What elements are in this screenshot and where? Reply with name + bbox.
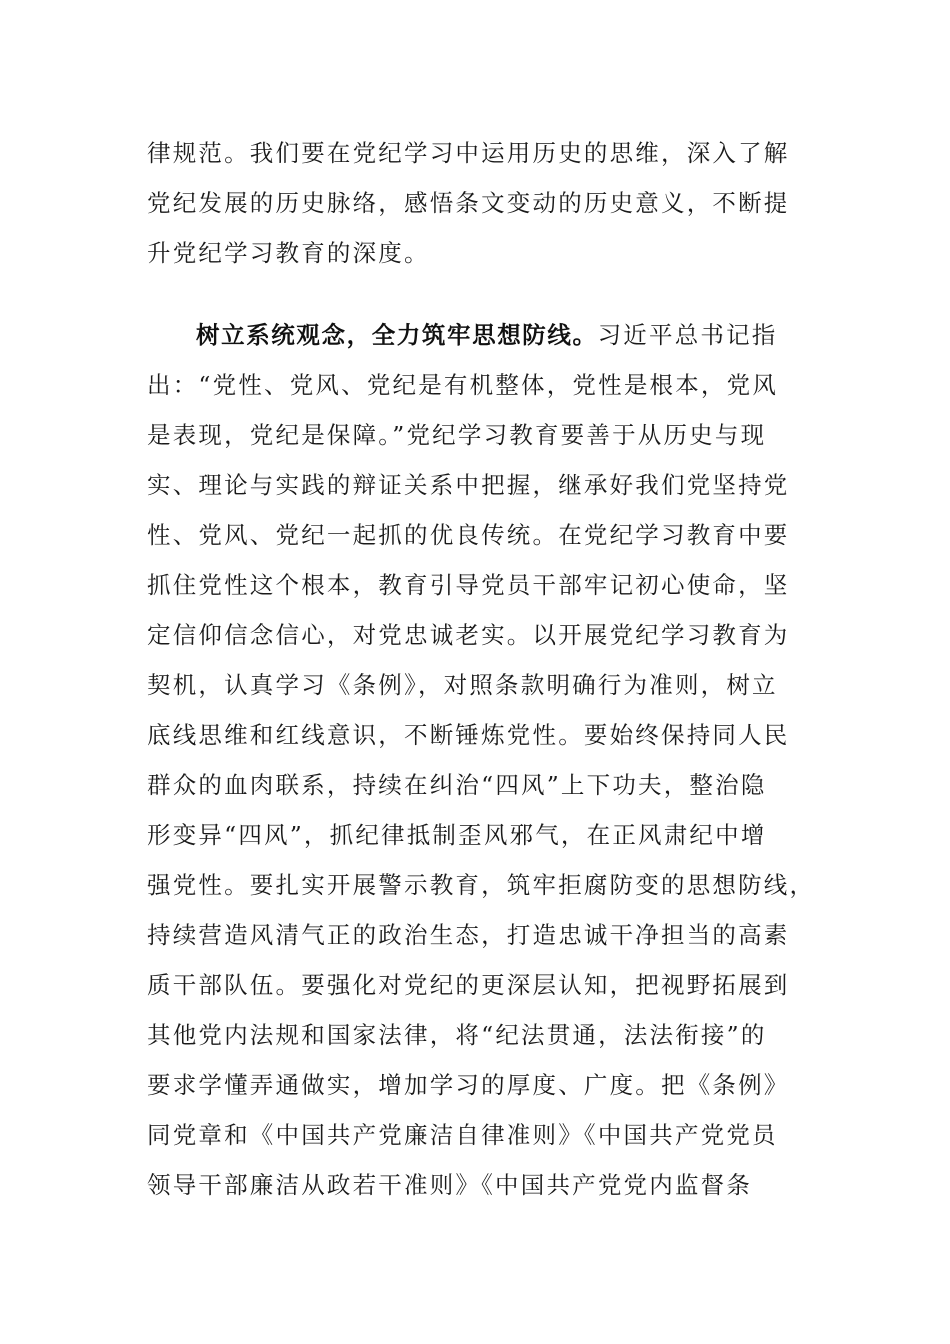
paragraph-line: 升党纪学习教育的深度。 — [147, 239, 430, 267]
paragraph-line: 持续营造风清气正的政治生态，打造忠诚干净担当的高素 — [147, 921, 790, 949]
paragraph-line: 强党性。要扎实开展警示教育，筑牢拒腐防变的思想防线， — [147, 871, 816, 899]
paragraph-line: 抓住党性这个根本，教育引导党员干部牢记初心使命，坚 — [147, 571, 790, 599]
paragraph-line: 律规范。我们要在党纪学习中运用历史的思维，深入了解 — [147, 139, 790, 167]
paragraph-line: 契机，认真学习《条例》，对照条款明确行为准则，树立 — [147, 671, 778, 699]
paragraph-line: 要求学懂弄通做实，增加学习的厚度、广度。把《条例》 — [147, 1071, 790, 1099]
paragraph-line: 实、理论与实践的辩证关系中把握，继承好我们党坚持党 — [147, 471, 790, 499]
section-heading: 树立系统观念，全力筑牢思想防线。 — [196, 321, 598, 349]
paragraph-line: 其他党内法规和国家法律，将“纪法贯通，法法衔接”的 — [147, 1021, 767, 1049]
paragraph-line: 领导干部廉洁从政若干准则》《中国共产党党内监督条 — [147, 1171, 753, 1199]
paragraph-line: 同党章和《中国共产党廉洁自律准则》《中国共产党党员 — [147, 1121, 778, 1149]
paragraph-line: 出：“党性、党风、党纪是有机整体，党性是根本，党风 — [147, 371, 779, 399]
first-line-text: 习近平总书记指 — [597, 321, 778, 349]
paragraph-line: 质干部队伍。要强化对党纪的更深层认知，把视野拓展到 — [147, 971, 790, 999]
paragraph-line: 群众的血肉联系，持续在纠治“四风”上下功夫，整治隐 — [147, 771, 767, 799]
paragraph-line: 性、党风、党纪一起抓的优良传统。在党纪学习教育中要 — [147, 521, 790, 549]
paragraph-line: 党纪发展的历史脉络，感悟条文变动的历史意义，不断提 — [147, 189, 790, 217]
paragraph-first-line — [147, 310, 807, 360]
paragraph-2 — [147, 310, 816, 1210]
paragraph-line: 定信仰信念信心，对党忠诚老实。以开展党纪学习教育为 — [147, 621, 790, 649]
paragraph-line: 形变异“四风”，抓纪律抵制歪风邪气，在正风肃纪中增 — [147, 821, 767, 849]
paragraph-1 — [147, 128, 807, 278]
paragraph-line: 是表现，党纪是保障。”党纪学习教育要善于从历史与现 — [147, 421, 767, 449]
paragraph-line: 底线思维和红线意识，不断锤炼党性。要始终保持同人民 — [147, 721, 790, 749]
